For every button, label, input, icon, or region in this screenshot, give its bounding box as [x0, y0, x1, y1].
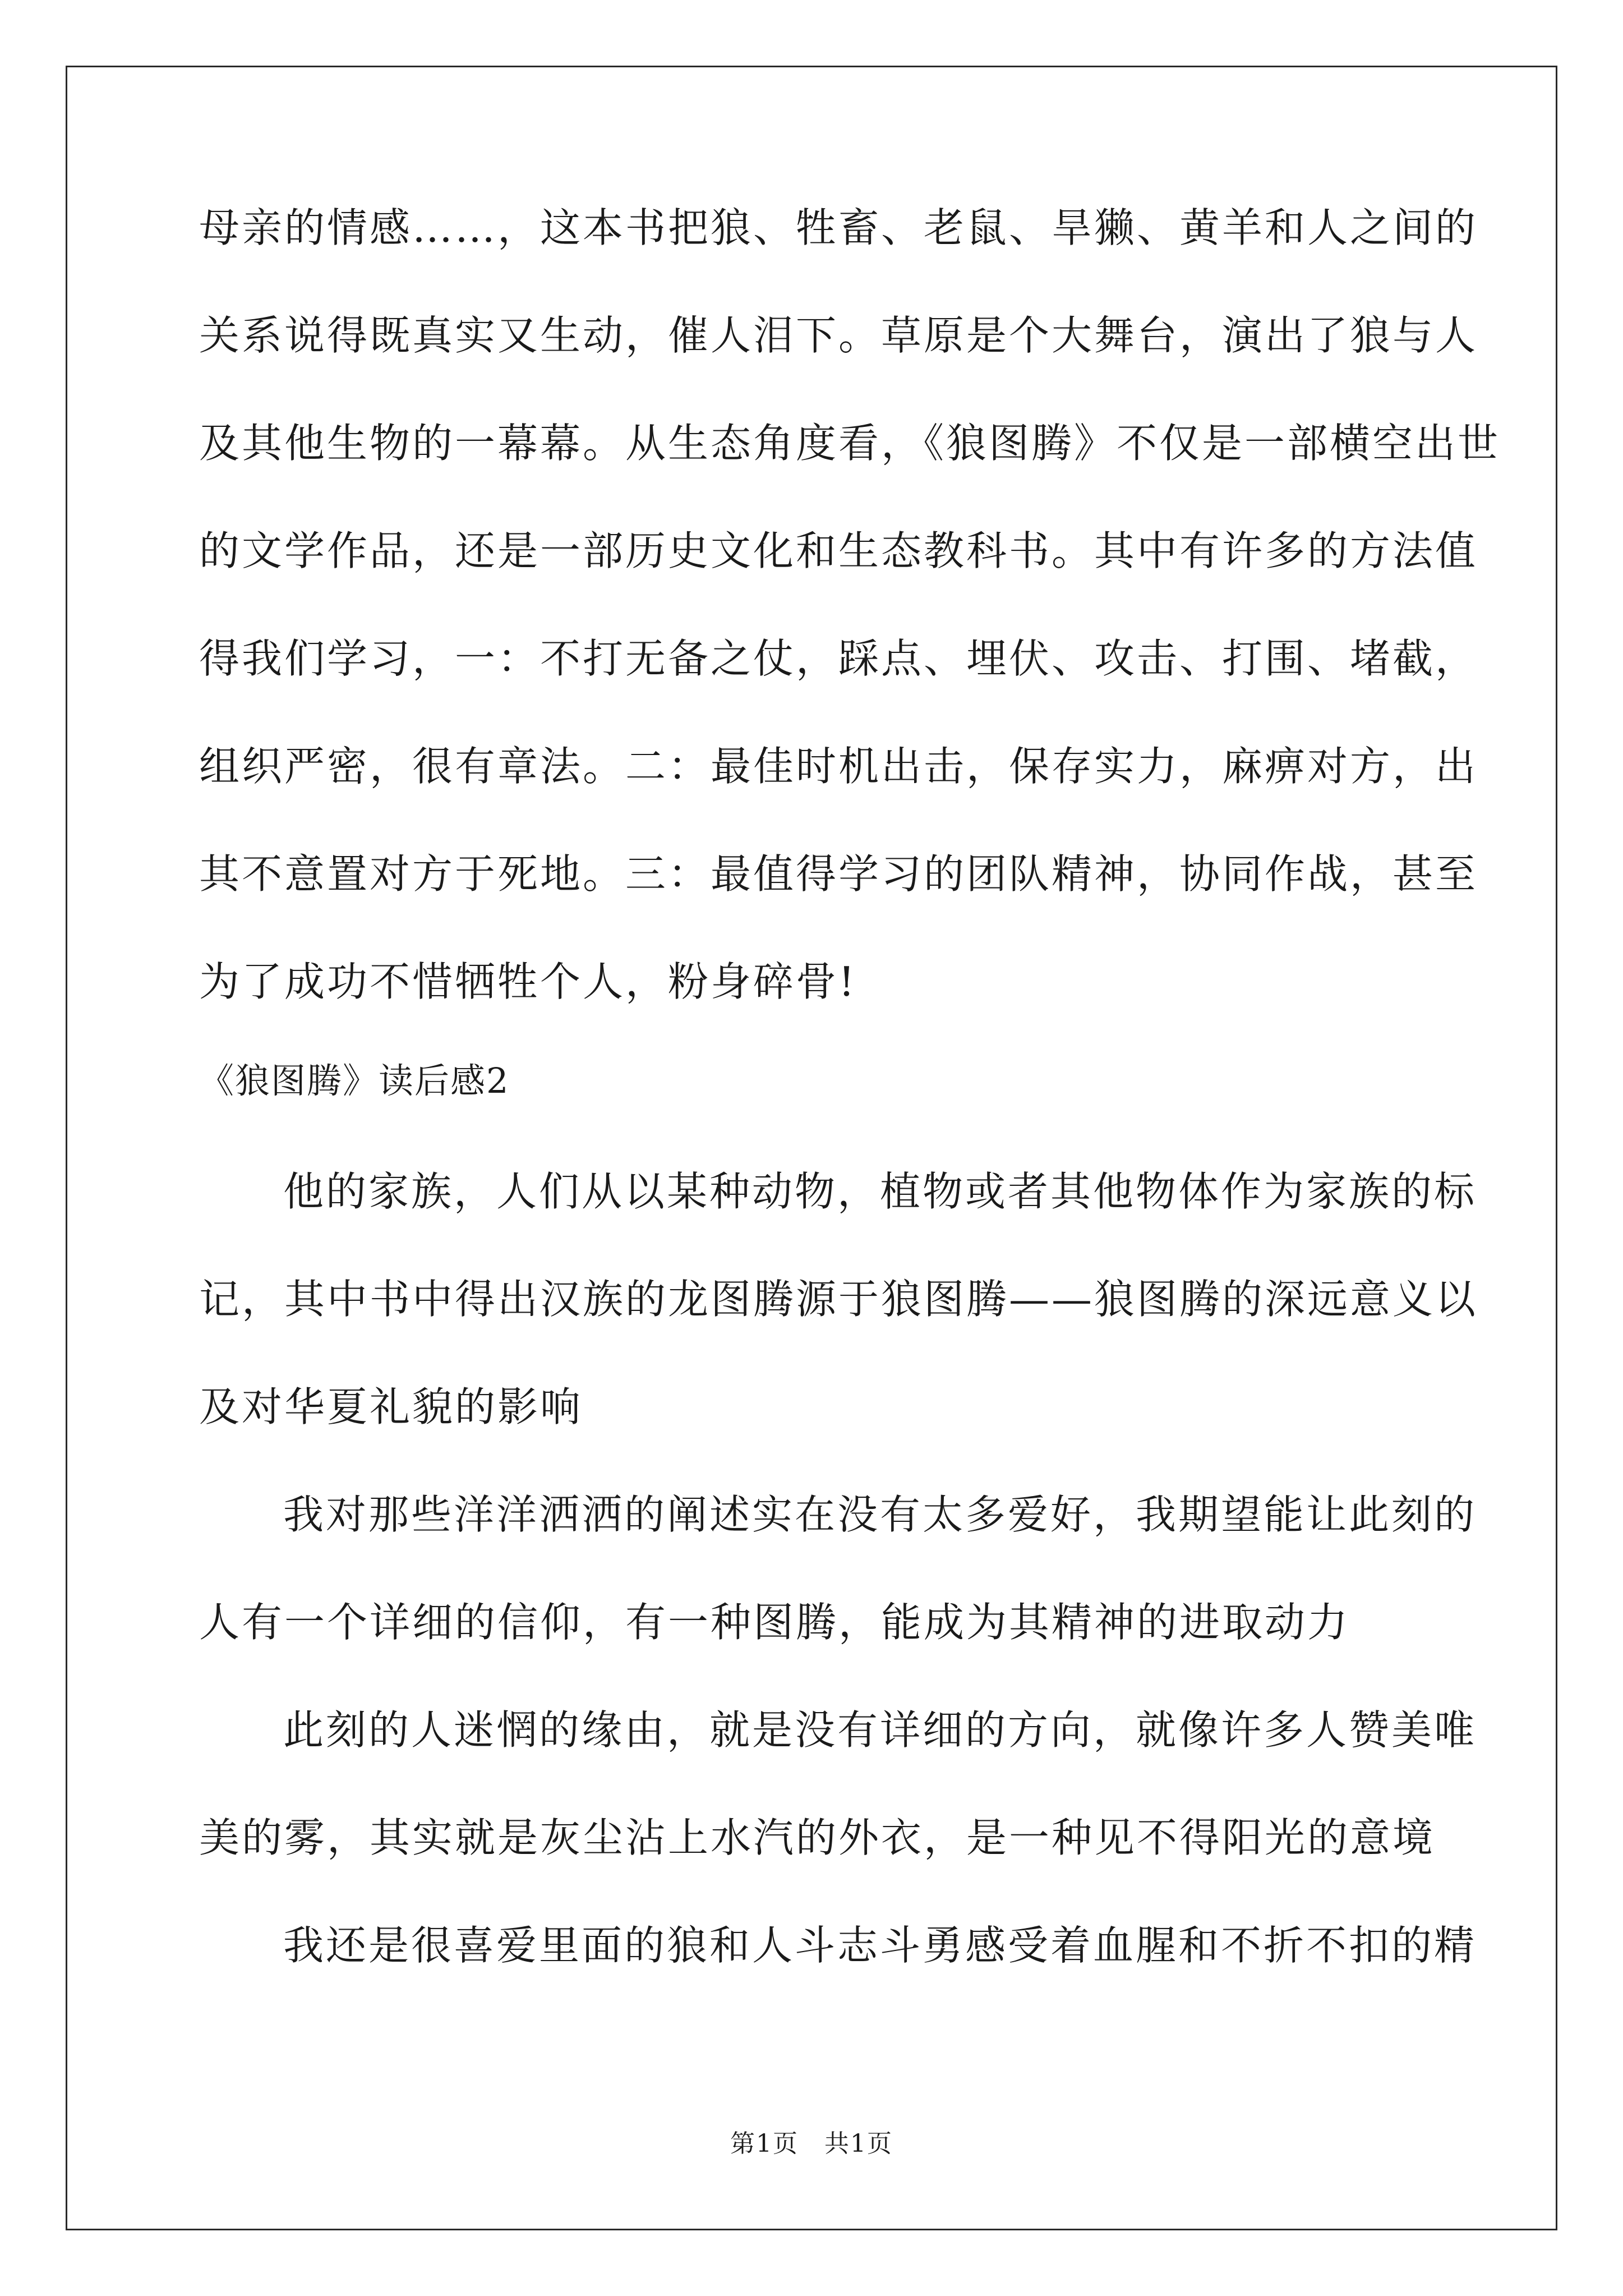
body-line: 的文学作品，还是一部历史文化和生态教科书。其中有许多的方法值 — [199, 527, 1478, 574]
body-line: 人有一个详细的信仰，有一种图腾，能成为其精神的进取动力 — [199, 1599, 1350, 1646]
body-line: 及其他生物的一幕幕。从生态角度看，《狼图腾》不仅是一部横空出世 — [199, 420, 1501, 467]
body-line: 其不意置对方于死地。三：最值得学习的团队精神，协同作战，甚至 — [199, 850, 1478, 898]
body-line: 母亲的情感……，这本书把狼、牲畜、老鼠、旱獭、黄羊和人之间的 — [199, 204, 1478, 251]
body-line: 为了成功不惜牺牲个人，粉身碎骨! — [199, 958, 857, 1005]
page-number-footer: 第1页 共1页 — [730, 2129, 893, 2158]
body-line: 组织严密，很有章法。二：最佳时机出击，保存实力，麻痹对方，出 — [199, 743, 1478, 790]
paragraph-first-line: 我还是很喜爱里面的狼和人斗志斗勇感受着血腥和不折不扣的精 — [283, 1922, 1477, 1969]
body-line: 美的雾，其实就是灰尘沾上水汽的外衣，是一种见不得阳光的意境 — [199, 1814, 1436, 1861]
paragraph-first-line: 他的家族，人们从以某种动物，植物或者其他物体作为家族的标 — [283, 1168, 1477, 1215]
document-body — [199, 204, 1501, 2033]
paragraph-first-line: 此刻的人迷惘的缘由，就是没有详细的方向，就像许多人赞美唯 — [283, 1706, 1477, 1754]
body-line: 记，其中书中得出汉族的龙图腾源于狼图腾——狼图腾的深远意义以 — [199, 1276, 1478, 1323]
paragraph-first-line: 我对那些洋洋洒洒的阐述实在没有太多爱好，我期望能让此刻的 — [283, 1491, 1477, 1538]
section-heading: 《狼图腾》读后感2 — [199, 1060, 510, 1101]
body-line: 得我们学习，一：不打无备之仗，踩点、埋伏、攻击、打围、堵截， — [199, 635, 1478, 682]
body-line: 关系说得既真实又生动，催人泪下。草原是个大舞台，演出了狼与人 — [199, 312, 1478, 359]
body-line: 及对华夏礼貌的影响 — [199, 1383, 583, 1430]
